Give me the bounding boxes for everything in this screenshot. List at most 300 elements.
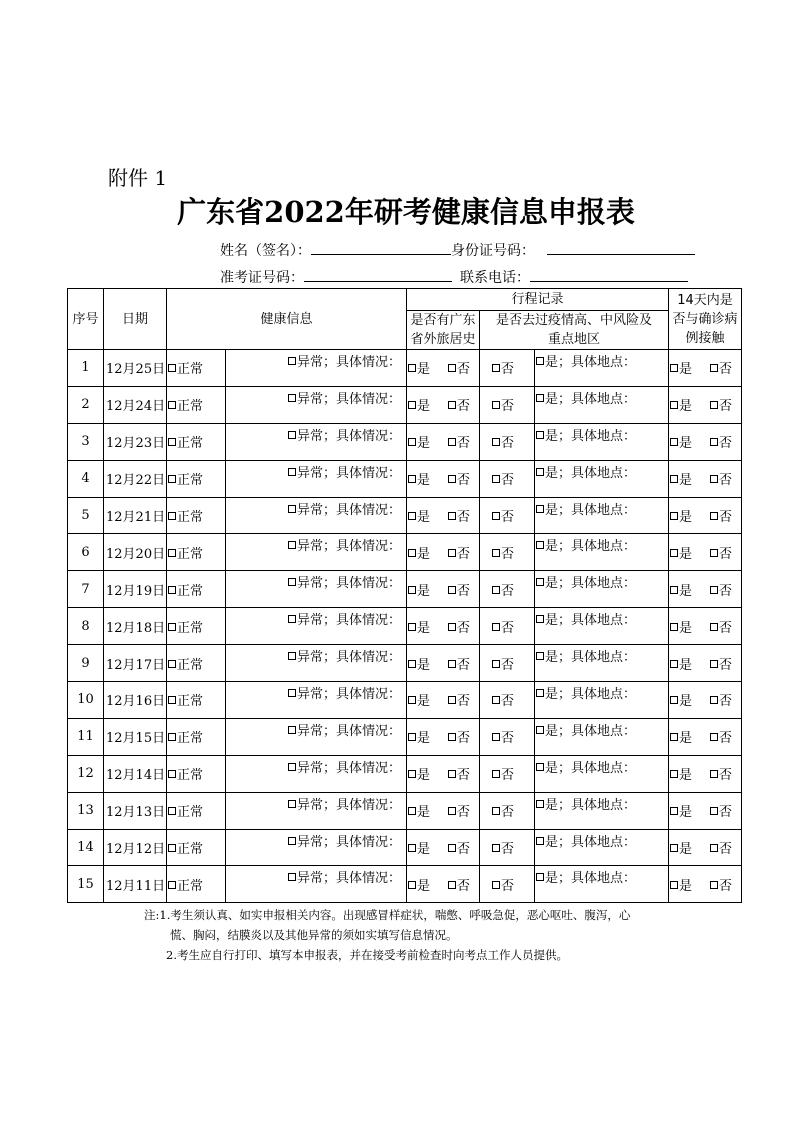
contact-yes-checkbox[interactable] — [670, 770, 678, 778]
contact-yes-checkbox[interactable] — [670, 586, 678, 594]
contact-cell — [669, 608, 742, 645]
health-normal-cell — [167, 497, 226, 534]
travel-out-yes-checkbox[interactable] — [408, 881, 416, 889]
health-abnormal-cell — [226, 571, 407, 608]
travel-risk-yes-checkbox[interactable] — [536, 726, 544, 734]
travel-out-yes-checkbox[interactable] — [408, 696, 416, 704]
contact-no-checkbox[interactable] — [710, 586, 718, 594]
travel-out-yes-checkbox[interactable] — [408, 770, 416, 778]
contact-cell — [669, 497, 742, 534]
note-2: 2.考生应自行打印、填写本申报表，并在接受考前检查时向考点工作人员提供。 — [166, 948, 568, 962]
contact-no-label: 否 — [719, 657, 733, 673]
travel-out-cell — [407, 386, 480, 423]
health-abnormal-label: 异常；具体情况： — [297, 723, 402, 739]
travel-risk-yes-label: 是；具体地点： — [545, 355, 637, 370]
contact-no-label: 否 — [719, 583, 733, 599]
travel-risk-yes-cell — [535, 645, 669, 682]
travel-out-yes-label: 是 — [417, 842, 431, 858]
health-normal-cell — [167, 571, 226, 608]
header-travel-out: 是否有广东省外旅居史 — [407, 311, 480, 350]
health-normal-checkbox[interactable] — [168, 881, 176, 889]
travel-out-cell — [407, 718, 480, 755]
travel-risk-no-checkbox[interactable] — [492, 438, 500, 446]
contact-yes-checkbox[interactable] — [670, 401, 678, 409]
travel-risk-no-checkbox[interactable] — [492, 660, 500, 668]
travel-risk-yes-checkbox[interactable] — [536, 763, 544, 771]
travel-risk-yes-label: 是；具体地点： — [545, 502, 637, 518]
contact-no-checkbox[interactable] — [710, 770, 718, 778]
contact-yes-checkbox[interactable] — [670, 512, 678, 520]
travel-risk-no-label: 否 — [501, 878, 515, 894]
row-seq: 2 — [68, 386, 104, 423]
health-normal-label: 正常 — [177, 583, 204, 599]
travel-risk-yes-label: 是；具体地点： — [545, 871, 637, 887]
contact-no-checkbox[interactable] — [710, 364, 718, 372]
health-normal-checkbox[interactable] — [168, 475, 176, 483]
contact-yes-checkbox[interactable] — [670, 881, 678, 889]
travel-out-no-label: 否 — [457, 510, 471, 525]
contact-no-checkbox[interactable] — [710, 881, 718, 889]
table-row — [68, 755, 742, 792]
travel-risk-no-cell — [480, 571, 535, 608]
contact-yes-label: 是 — [679, 878, 693, 894]
travel-risk-no-cell — [480, 792, 535, 829]
health-normal-checkbox[interactable] — [168, 623, 176, 631]
travel-risk-no-label: 否 — [501, 583, 515, 599]
contact-no-checkbox[interactable] — [710, 438, 718, 446]
travel-risk-yes-checkbox[interactable] — [536, 652, 544, 660]
health-abnormal-checkbox[interactable] — [288, 800, 296, 808]
health-abnormal-cell — [226, 792, 407, 829]
health-normal-checkbox[interactable] — [168, 733, 176, 741]
contact-no-checkbox[interactable] — [710, 549, 718, 557]
row-date: 12月12日 — [104, 829, 167, 866]
contact-yes-label: 是 — [679, 694, 693, 710]
health-normal-cell — [167, 460, 226, 497]
travel-out-yes-label: 是 — [417, 436, 431, 452]
travel-out-no-checkbox[interactable] — [448, 364, 456, 372]
travel-out-yes-label: 是 — [417, 878, 431, 894]
table-row — [68, 571, 742, 608]
travel-risk-yes-checkbox[interactable] — [536, 615, 544, 623]
travel-risk-no-label: 否 — [501, 805, 515, 821]
travel-risk-yes-checkbox[interactable] — [536, 394, 544, 402]
contact-yes-label: 是 — [679, 842, 693, 858]
table-row — [68, 497, 742, 534]
travel-risk-no-checkbox[interactable] — [492, 770, 500, 778]
travel-risk-no-checkbox[interactable] — [492, 549, 500, 557]
health-abnormal-checkbox[interactable] — [288, 505, 296, 513]
contact-yes-label: 是 — [679, 657, 693, 673]
contact-yes-label: 是 — [679, 399, 693, 415]
contact-yes-checkbox[interactable] — [670, 549, 678, 557]
contact-no-label: 否 — [719, 842, 733, 858]
travel-risk-yes-cell — [535, 682, 669, 719]
travel-risk-yes-cell — [535, 829, 669, 866]
travel-risk-no-label: 否 — [501, 436, 515, 452]
health-normal-checkbox[interactable] — [168, 549, 176, 557]
travel-out-no-checkbox[interactable] — [448, 586, 456, 594]
health-normal-checkbox[interactable] — [168, 770, 176, 778]
travel-risk-no-label: 否 — [501, 657, 515, 673]
travel-risk-yes-checkbox[interactable] — [536, 541, 544, 549]
travel-risk-yes-label: 是；具体地点： — [545, 760, 637, 776]
name-label: 姓名（签名）： — [220, 243, 311, 259]
health-abnormal-checkbox[interactable] — [288, 615, 296, 623]
contact-no-checkbox[interactable] — [710, 807, 718, 815]
contact-no-label: 否 — [719, 399, 733, 415]
id-input-line[interactable] — [547, 240, 695, 255]
travel-out-yes-checkbox[interactable] — [408, 660, 416, 668]
contact-cell — [669, 829, 742, 866]
health-normal-cell — [167, 534, 226, 571]
table-row — [68, 534, 742, 571]
travel-out-yes-checkbox[interactable] — [408, 438, 416, 446]
travel-risk-no-checkbox[interactable] — [492, 844, 500, 852]
table-row — [68, 682, 742, 719]
travel-out-no-checkbox[interactable] — [448, 475, 456, 483]
contact-yes-label: 是 — [679, 473, 693, 489]
travel-out-cell — [407, 571, 480, 608]
travel-risk-yes-checkbox[interactable] — [536, 800, 544, 808]
contact-yes-label: 是 — [679, 436, 693, 452]
health-normal-label: 正常 — [177, 436, 204, 452]
travel-risk-no-checkbox[interactable] — [492, 586, 500, 594]
travel-out-no-label: 否 — [457, 436, 471, 452]
travel-out-no-checkbox[interactable] — [448, 844, 456, 852]
health-normal-cell — [167, 866, 226, 903]
contact-yes-checkbox[interactable] — [670, 475, 678, 483]
travel-out-yes-checkbox[interactable] — [408, 512, 416, 520]
travel-out-no-checkbox[interactable] — [448, 512, 456, 520]
travel-out-yes-label: 是 — [417, 768, 431, 784]
travel-out-yes-label: 是 — [417, 805, 431, 821]
health-abnormal-checkbox[interactable] — [288, 541, 296, 549]
travel-risk-yes-label: 是；具体地点： — [545, 576, 637, 592]
health-normal-cell — [167, 423, 226, 460]
travel-risk-yes-checkbox[interactable] — [536, 505, 544, 513]
header-travel: 行程记录 — [407, 289, 669, 311]
row-date: 12月11日 — [104, 866, 167, 903]
travel-risk-no-cell — [480, 718, 535, 755]
travel-risk-yes-checkbox[interactable] — [536, 431, 544, 439]
travel-risk-yes-label: 是；具体地点： — [545, 650, 637, 666]
row-date: 12月15日 — [104, 718, 167, 755]
health-abnormal-cell — [226, 682, 407, 719]
health-normal-checkbox[interactable] — [168, 807, 176, 815]
travel-out-cell — [407, 866, 480, 903]
health-normal-checkbox[interactable] — [168, 364, 176, 372]
health-normal-checkbox[interactable] — [168, 696, 176, 704]
travel-out-yes-checkbox[interactable] — [408, 844, 416, 852]
exam-id-field — [220, 267, 688, 287]
health-normal-checkbox[interactable] — [168, 844, 176, 852]
health-abnormal-cell — [226, 718, 407, 755]
travel-risk-yes-cell — [535, 423, 669, 460]
travel-out-no-label: 否 — [457, 546, 471, 562]
travel-out-yes-checkbox[interactable] — [408, 364, 416, 372]
row-date: 12月20日 — [104, 534, 167, 571]
health-normal-label: 正常 — [177, 510, 204, 525]
travel-risk-no-label: 否 — [501, 399, 515, 415]
contact-yes-label: 是 — [679, 805, 693, 821]
travel-risk-yes-cell — [535, 534, 669, 571]
row-date: 12月13日 — [104, 792, 167, 829]
travel-risk-yes-cell — [535, 571, 669, 608]
contact-yes-label: 是 — [679, 583, 693, 599]
contact-no-checkbox[interactable] — [710, 733, 718, 741]
travel-out-no-label: 否 — [457, 842, 471, 858]
contact-no-checkbox[interactable] — [710, 844, 718, 852]
row-date: 12月23日 — [104, 423, 167, 460]
note-1b: 慌、胸闷，结膜炎以及其他异常的须如实填写信息情况。 — [170, 928, 458, 942]
health-abnormal-cell — [226, 497, 407, 534]
exam-id-label: 准考证号码： — [220, 270, 304, 286]
health-normal-checkbox[interactable] — [168, 401, 176, 409]
contact-cell — [669, 718, 742, 755]
health-normal-label: 正常 — [177, 694, 204, 710]
health-normal-label: 正常 — [177, 878, 204, 894]
travel-out-yes-label: 是 — [417, 694, 431, 710]
row-seq: 8 — [68, 608, 104, 645]
health-abnormal-checkbox[interactable] — [288, 689, 296, 697]
health-normal-label: 正常 — [177, 768, 204, 784]
travel-out-yes-label: 是 — [417, 473, 431, 489]
travel-risk-no-cell — [480, 534, 535, 571]
travel-risk-yes-cell — [535, 460, 669, 497]
travel-out-no-label: 否 — [457, 362, 471, 378]
health-normal-cell — [167, 386, 226, 423]
row-seq: 3 — [68, 423, 104, 460]
health-normal-label: 正常 — [177, 399, 204, 415]
health-abnormal-checkbox[interactable] — [288, 357, 296, 365]
travel-out-no-checkbox[interactable] — [448, 881, 456, 889]
travel-risk-no-checkbox[interactable] — [492, 623, 500, 631]
travel-risk-no-label: 否 — [501, 620, 515, 636]
contact-no-checkbox[interactable] — [710, 623, 718, 631]
contact-no-checkbox[interactable] — [710, 401, 718, 409]
travel-risk-yes-checkbox[interactable] — [536, 357, 544, 365]
travel-out-yes-checkbox[interactable] — [408, 549, 416, 557]
travel-risk-no-checkbox[interactable] — [492, 881, 500, 889]
contact-yes-checkbox[interactable] — [670, 733, 678, 741]
health-abnormal-cell — [226, 866, 407, 903]
health-abnormal-checkbox[interactable] — [288, 394, 296, 402]
health-normal-cell — [167, 792, 226, 829]
contact-yes-checkbox[interactable] — [670, 623, 678, 631]
travel-risk-no-label: 否 — [501, 842, 515, 858]
health-normal-label: 正常 — [177, 546, 204, 562]
travel-out-yes-checkbox[interactable] — [408, 733, 416, 741]
row-seq: 9 — [68, 645, 104, 682]
travel-risk-yes-label: 是；具体地点： — [545, 797, 637, 813]
travel-risk-yes-cell — [535, 718, 669, 755]
health-normal-cell — [167, 645, 226, 682]
travel-out-no-checkbox[interactable] — [448, 807, 456, 815]
travel-risk-yes-cell — [535, 755, 669, 792]
travel-out-yes-label: 是 — [417, 583, 431, 599]
travel-out-no-label: 否 — [457, 694, 471, 710]
contact-yes-checkbox[interactable] — [670, 364, 678, 372]
travel-risk-no-label: 否 — [501, 546, 515, 562]
travel-out-cell — [407, 423, 480, 460]
travel-out-yes-label: 是 — [417, 510, 431, 525]
table-row — [68, 460, 742, 497]
contact-no-checkbox[interactable] — [710, 475, 718, 483]
health-normal-checkbox[interactable] — [168, 512, 176, 520]
contact-no-label: 否 — [719, 768, 733, 784]
contact-no-checkbox[interactable] — [710, 512, 718, 520]
health-abnormal-label: 异常；具体情况： — [297, 355, 402, 370]
health-normal-cell — [167, 350, 226, 387]
travel-risk-no-label: 否 — [501, 731, 515, 747]
contact-yes-checkbox[interactable] — [670, 696, 678, 704]
contact-yes-checkbox[interactable] — [670, 438, 678, 446]
health-abnormal-label: 异常；具体情况： — [297, 760, 402, 776]
travel-out-no-label: 否 — [457, 768, 471, 784]
contact-no-checkbox[interactable] — [710, 660, 718, 668]
health-abnormal-label: 异常；具体情况： — [297, 391, 402, 407]
health-abnormal-cell — [226, 608, 407, 645]
travel-out-yes-checkbox[interactable] — [408, 586, 416, 594]
travel-out-yes-label: 是 — [417, 362, 431, 378]
travel-risk-yes-checkbox[interactable] — [536, 873, 544, 881]
travel-risk-yes-label: 是；具体地点： — [545, 613, 637, 629]
health-normal-cell — [167, 608, 226, 645]
travel-risk-no-checkbox[interactable] — [492, 696, 500, 704]
contact-yes-checkbox[interactable] — [670, 807, 678, 815]
travel-out-yes-checkbox[interactable] — [408, 475, 416, 483]
contact-no-label: 否 — [719, 546, 733, 562]
travel-out-no-checkbox[interactable] — [448, 401, 456, 409]
travel-out-no-checkbox[interactable] — [448, 733, 456, 741]
travel-risk-yes-label: 是；具体地点： — [545, 834, 637, 850]
health-abnormal-label: 异常；具体情况： — [297, 428, 402, 444]
travel-out-yes-checkbox[interactable] — [408, 623, 416, 631]
travel-out-cell — [407, 460, 480, 497]
travel-risk-yes-checkbox[interactable] — [536, 837, 544, 845]
travel-risk-yes-cell — [535, 608, 669, 645]
travel-out-yes-label: 是 — [417, 546, 431, 562]
travel-out-no-checkbox[interactable] — [448, 696, 456, 704]
travel-out-cell — [407, 792, 480, 829]
name-input-line[interactable] — [311, 240, 451, 255]
travel-risk-no-checkbox[interactable] — [492, 807, 500, 815]
row-date: 12月18日 — [104, 608, 167, 645]
travel-out-no-checkbox[interactable] — [448, 438, 456, 446]
travel-out-cell — [407, 350, 480, 387]
contact-yes-checkbox[interactable] — [670, 660, 678, 668]
travel-out-cell — [407, 755, 480, 792]
health-abnormal-checkbox[interactable] — [288, 763, 296, 771]
header-contact: 14天内是否与确诊病例接触 — [669, 289, 742, 350]
health-abnormal-label: 异常；具体情况： — [297, 539, 402, 555]
travel-out-no-checkbox[interactable] — [448, 770, 456, 778]
health-normal-label: 正常 — [177, 473, 204, 489]
table-row — [68, 608, 742, 645]
health-normal-label: 正常 — [177, 657, 204, 673]
travel-out-cell — [407, 608, 480, 645]
contact-yes-checkbox[interactable] — [670, 844, 678, 852]
contact-cell — [669, 866, 742, 903]
travel-out-no-checkbox[interactable] — [448, 623, 456, 631]
travel-out-no-label: 否 — [457, 805, 471, 821]
name-field — [220, 240, 695, 260]
travel-risk-no-checkbox[interactable] — [492, 512, 500, 520]
contact-yes-label: 是 — [679, 510, 693, 525]
health-abnormal-cell — [226, 829, 407, 866]
travel-risk-no-checkbox[interactable] — [492, 364, 500, 372]
header-health: 健康信息 — [167, 289, 407, 350]
row-date: 12月19日 — [104, 571, 167, 608]
travel-out-yes-checkbox[interactable] — [408, 401, 416, 409]
travel-out-cell — [407, 829, 480, 866]
travel-out-no-label: 否 — [457, 583, 471, 599]
travel-risk-yes-label: 是；具体地点： — [545, 687, 637, 703]
row-date: 12月22日 — [104, 460, 167, 497]
travel-risk-no-label: 否 — [501, 510, 515, 525]
travel-out-no-label: 否 — [457, 399, 471, 415]
row-seq: 4 — [68, 460, 104, 497]
travel-risk-no-checkbox[interactable] — [492, 475, 500, 483]
travel-risk-yes-cell — [535, 386, 669, 423]
row-date: 12月24日 — [104, 386, 167, 423]
travel-risk-yes-checkbox[interactable] — [536, 468, 544, 476]
travel-out-yes-label: 是 — [417, 731, 431, 747]
health-abnormal-label: 异常；具体情况： — [297, 576, 402, 592]
health-abnormal-checkbox[interactable] — [288, 652, 296, 660]
table-row — [68, 386, 742, 423]
travel-risk-yes-checkbox[interactable] — [536, 578, 544, 586]
health-normal-cell — [167, 718, 226, 755]
health-normal-checkbox[interactable] — [168, 438, 176, 446]
health-abnormal-checkbox[interactable] — [288, 873, 296, 881]
contact-yes-label: 是 — [679, 546, 693, 562]
travel-risk-no-cell — [480, 423, 535, 460]
exam-id-input-line[interactable] — [304, 267, 452, 282]
contact-no-checkbox[interactable] — [710, 696, 718, 704]
travel-out-no-label: 否 — [457, 878, 471, 894]
health-abnormal-checkbox[interactable] — [288, 468, 296, 476]
health-normal-label: 正常 — [177, 731, 204, 747]
travel-risk-no-cell — [480, 645, 535, 682]
travel-out-no-checkbox[interactable] — [448, 660, 456, 668]
form-title: 广东省2022年研考健康信息申报表 — [177, 195, 635, 229]
travel-risk-no-cell — [480, 866, 535, 903]
health-abnormal-checkbox[interactable] — [288, 726, 296, 734]
travel-risk-no-checkbox[interactable] — [492, 733, 500, 741]
travel-out-no-checkbox[interactable] — [448, 549, 456, 557]
contact-cell — [669, 534, 742, 571]
table-row — [68, 829, 742, 866]
health-abnormal-checkbox[interactable] — [288, 837, 296, 845]
travel-risk-no-cell — [480, 608, 535, 645]
health-abnormal-checkbox[interactable] — [288, 431, 296, 439]
row-seq: 15 — [68, 866, 104, 903]
contact-no-label: 否 — [719, 473, 733, 489]
health-normal-checkbox[interactable] — [168, 660, 176, 668]
travel-out-yes-checkbox[interactable] — [408, 807, 416, 815]
travel-risk-yes-checkbox[interactable] — [536, 689, 544, 697]
health-abnormal-label: 异常；具体情况： — [297, 613, 402, 629]
travel-risk-no-checkbox[interactable] — [492, 401, 500, 409]
contact-no-label: 否 — [719, 878, 733, 894]
health-abnormal-checkbox[interactable] — [288, 578, 296, 586]
health-normal-checkbox[interactable] — [168, 586, 176, 594]
phone-input-line[interactable] — [530, 267, 688, 282]
health-abnormal-label: 异常；具体情况： — [297, 834, 402, 850]
row-date: 12月21日 — [104, 497, 167, 534]
